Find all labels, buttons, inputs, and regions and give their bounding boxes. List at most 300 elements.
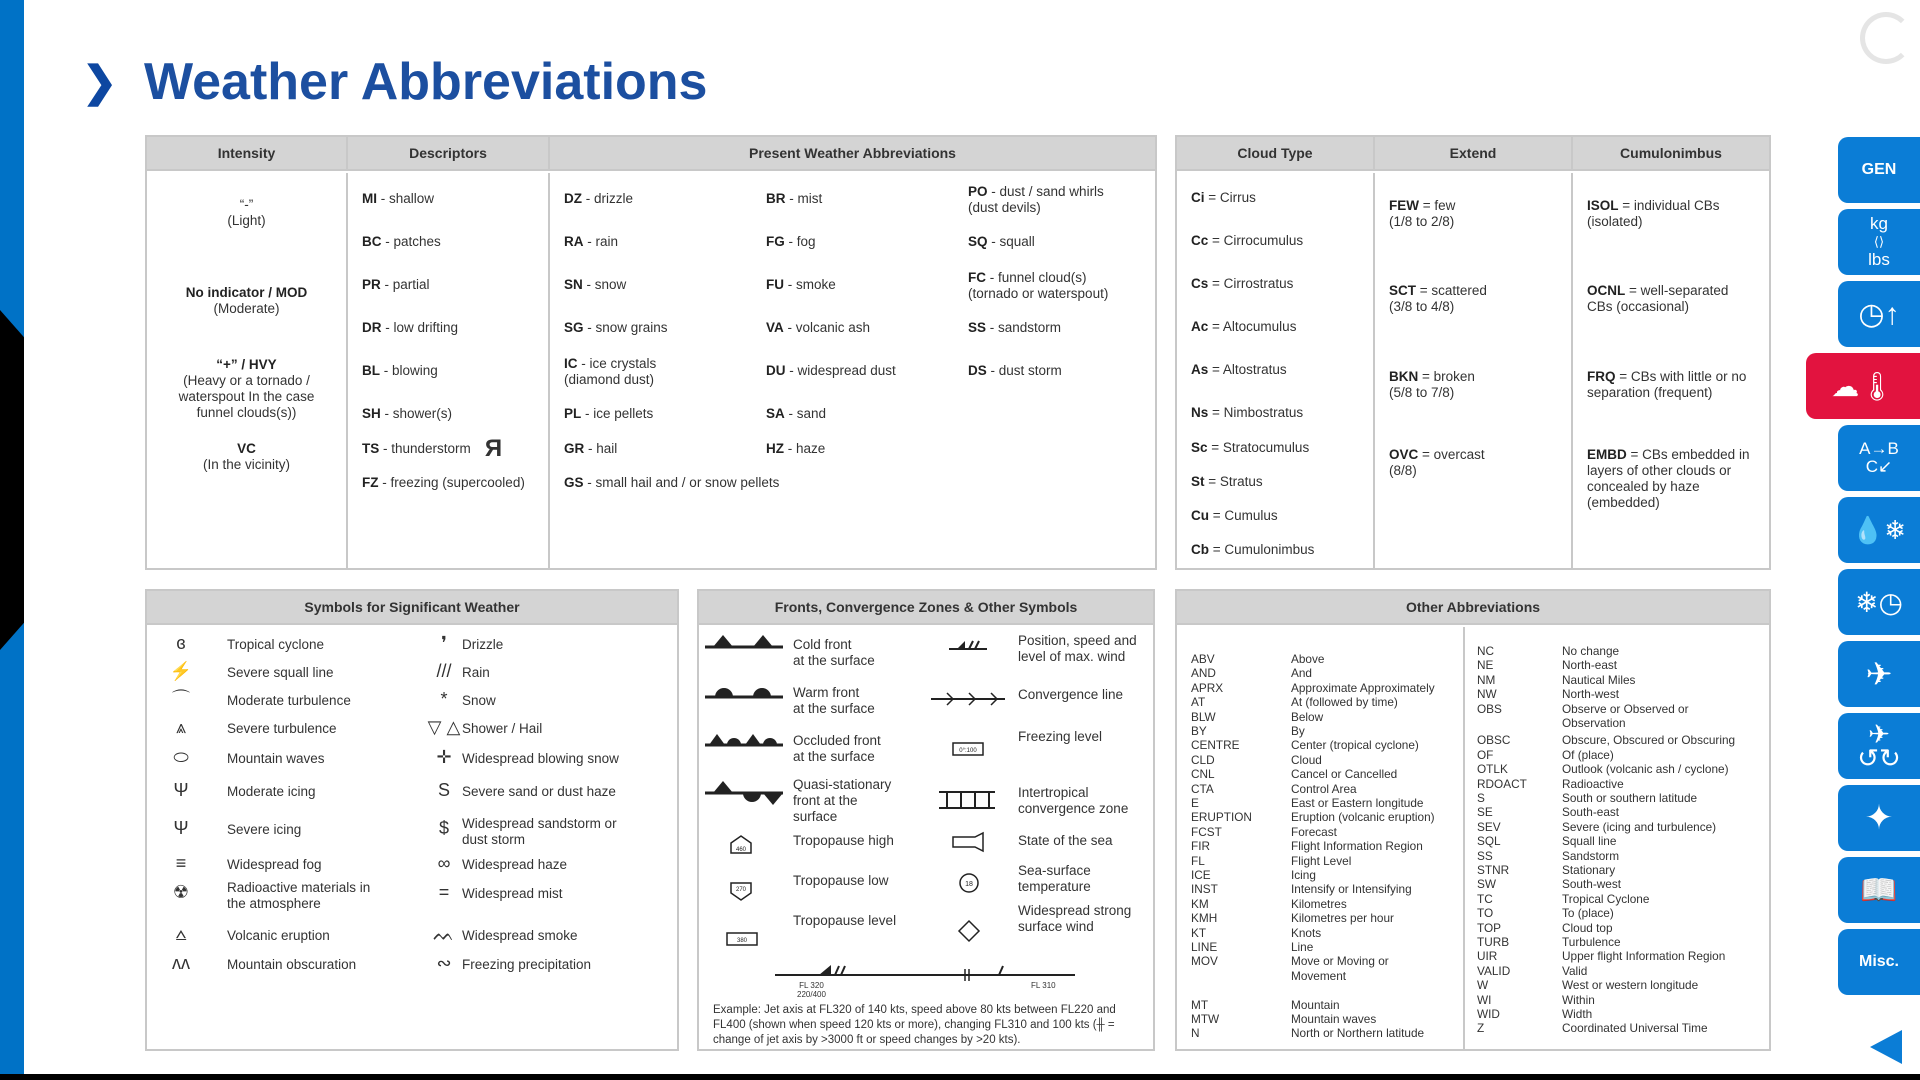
sidebar-weight-button[interactable] <box>1838 209 1920 275</box>
abbrev-description: West or western longitude <box>1562 978 1699 993</box>
abbrev-code: TURB <box>1477 935 1510 949</box>
abbrev-description: Approximate Approximately <box>1291 680 1435 695</box>
abbrev-code: CTA <box>1191 781 1214 796</box>
cloud-header <box>1177 137 1769 171</box>
abbrev-code: MOV <box>1191 954 1218 969</box>
abbrev-code: TC <box>1477 891 1493 906</box>
jet-axis-icon <box>775 965 1075 981</box>
abbrev-description: Mountain waves <box>1291 1012 1377 1026</box>
abbrev-description: Outlook (volcanic ash / cyclone) <box>1562 762 1729 777</box>
sidebar-lbs-label: lbs <box>1868 250 1890 269</box>
significant-weather-header <box>147 591 677 625</box>
sig-symbol-label: Widespread haze <box>462 857 568 872</box>
present-item: SQ - squall <box>968 234 1035 249</box>
descriptor-item: DR - low drifting <box>362 320 459 335</box>
volcanic-eruption-icon: ⩟ <box>175 924 187 944</box>
cloud-type-header: Cloud Type <box>1177 137 1375 169</box>
left-accent-bar <box>0 0 24 1080</box>
descriptor-item: TS - thunderstorm Я <box>362 435 503 463</box>
front-label: Widespread strong surface wind <box>1018 903 1132 934</box>
book-icon: 📖 <box>1860 873 1898 907</box>
intensity-vicinity: VC (In the vicinity) <box>202 441 291 472</box>
sig-symbol-label: Radioactive materials in the atmosphere <box>227 880 371 911</box>
cb-item: OCNL = well-separated CBs (occasional) <box>1587 283 1729 314</box>
abbrev-description: Forecast <box>1291 824 1337 839</box>
abbrev-description: Turbulence <box>1562 935 1621 949</box>
front-label: Position, speed and level of max. wind <box>1018 633 1137 664</box>
significant-weather-panel <box>145 589 679 1051</box>
sidebar-misc-button[interactable] <box>1838 929 1920 995</box>
abbrev-code: SE <box>1477 805 1493 820</box>
abbrev-code: BY <box>1191 724 1207 738</box>
present-item: SA - sand <box>766 406 827 421</box>
sidebar-holdover-button[interactable] <box>1838 569 1920 635</box>
snowflake-clock-icon: ❄◷ <box>1855 586 1903 618</box>
chevron-right-icon: ❯ <box>82 58 118 105</box>
abbrev-code: KT <box>1191 925 1207 940</box>
sea-state-icon <box>953 833 983 851</box>
abbrev-description: North-east <box>1562 658 1618 673</box>
other-abbrev-col-2 <box>1465 627 1769 1049</box>
abbrev-code: KM <box>1191 896 1209 911</box>
tropopause-level-icon <box>727 933 757 945</box>
fronts-panel <box>697 589 1155 1051</box>
widespread-haze-icon: ∞ <box>437 853 451 873</box>
front-label: Tropopause high <box>793 833 894 848</box>
abbrev-code: NE <box>1477 658 1494 673</box>
route-abc-icon: A→B C↙ <box>1859 439 1899 476</box>
cloud-type-item: Sc = Stratocumulus <box>1191 440 1310 455</box>
sig-symbol-label: Shower / Hail <box>462 721 543 736</box>
drizzle-icon: ❜ <box>441 633 447 653</box>
abbrev-description: Sandstorm <box>1562 848 1620 863</box>
present-item: FU - smoke <box>766 277 836 292</box>
mountain-obscuration-icon: ʌʌ <box>172 953 190 973</box>
abbrev-code: Z <box>1477 1021 1485 1036</box>
abbrev-code: STNR <box>1477 863 1510 877</box>
cumulonimbus-column <box>1573 173 1769 568</box>
moderate-turbulence-icon: ⌒ <box>172 689 190 709</box>
present-column-1 <box>550 173 780 568</box>
sidebar-navigation-button[interactable] <box>1838 785 1920 851</box>
cloud-type-item: St = Stratus <box>1191 474 1263 489</box>
sig-symbol-label: Moderate turbulence <box>227 693 351 708</box>
present-item: FG - fog <box>766 234 816 249</box>
radioactive-icon: ☢ <box>172 882 190 902</box>
sand-haze-icon: S <box>437 780 450 800</box>
descriptor-item: FZ - freezing (supercooled) <box>362 475 525 490</box>
abbrev-description: Intensify or Intensifying <box>1291 882 1412 897</box>
abbrev-description: Squall line <box>1562 834 1617 849</box>
present-item: DS - dust storm <box>968 363 1062 378</box>
tropopause-low-icon <box>731 883 751 900</box>
sig-symbol-label: Mountain waves <box>227 751 325 766</box>
abbrev-code: TOP <box>1477 920 1502 935</box>
cloud-type-item: Cb = Cumulonimbus <box>1191 542 1315 557</box>
strong-wind-icon <box>959 921 979 941</box>
jet-fl-label-2: FL 310 <box>1031 981 1056 990</box>
abbrev-code: ABV <box>1191 652 1215 666</box>
present-weather-header <box>147 137 1155 171</box>
present-item: SS - sandstorm <box>968 320 1062 335</box>
cloud-body <box>1177 173 1769 568</box>
present-item: GR - hail <box>564 441 618 456</box>
sidebar-kg-label: kg <box>1870 214 1888 233</box>
front-label: Intertropical convergence zone <box>1018 785 1129 816</box>
abbrev-code: APRX <box>1191 680 1224 695</box>
abbrev-description: South-west <box>1562 877 1622 892</box>
freezing-level-icon <box>953 743 983 755</box>
fronts-title: Fronts, Convergence Zones & Other Symbols <box>774 599 1078 615</box>
abbrev-code: FCST <box>1191 824 1222 839</box>
abbrev-description: Stationary <box>1562 863 1616 877</box>
quasi-stationary-front-icon <box>705 781 783 805</box>
present-column-2 <box>752 173 954 568</box>
abbrev-description: Observation <box>1562 716 1626 730</box>
abbrev-code: MTW <box>1191 1012 1220 1026</box>
abbrev-code: BLW <box>1191 709 1216 724</box>
significant-weather-title: Symbols for Significant Weather <box>304 599 520 615</box>
abbrev-code: TO <box>1477 906 1494 921</box>
sig-symbol-label: Severe squall line <box>227 665 334 680</box>
moderate-icing-icon: Ψ <box>173 780 189 800</box>
severe-icing-icon: Ψ <box>173 818 189 838</box>
abbrev-description: Coordinated Universal Time <box>1562 1021 1708 1036</box>
other-abbrev-header <box>1177 591 1769 625</box>
abbrev-code: ERUPTION <box>1191 810 1252 825</box>
extend-column <box>1375 173 1573 568</box>
sig-symbol-label: Rain <box>462 665 490 680</box>
abbrev-description: And <box>1291 666 1312 681</box>
abbrev-code: W <box>1477 978 1489 993</box>
abbrev-code: CLD <box>1191 752 1215 767</box>
abbrev-code: UIR <box>1477 949 1498 964</box>
sig-symbol-label: Widespread sandstorm or dust storm <box>462 816 617 847</box>
tropopause-high-icon <box>731 836 751 853</box>
abbrev-code: OTLK <box>1477 762 1508 777</box>
svg-text:0°:100: 0°:100 <box>959 748 977 754</box>
present-item: BR - mist <box>766 191 823 206</box>
sig-symbol-label: Snow <box>462 693 496 708</box>
present-item: SN - snow <box>564 277 627 292</box>
other-abbrev-body <box>1177 627 1769 1049</box>
abbrev-code: FL <box>1191 853 1205 868</box>
abbrev-description: Cancel or Cancelled <box>1291 767 1398 782</box>
abbrev-code: NC <box>1477 644 1495 658</box>
abbrev-description: No change <box>1562 644 1620 658</box>
sig-symbol-label: Widespread fog <box>227 857 322 872</box>
bottom-border <box>0 1074 1920 1080</box>
cloud-type-item: Ns = Nimbostratus <box>1191 405 1304 420</box>
abbrev-code: NM <box>1477 672 1496 687</box>
sidebar-holding-button[interactable] <box>1838 713 1920 779</box>
sst-icon <box>960 874 978 892</box>
widespread-fog-icon: ≡ <box>175 853 187 873</box>
abbrev-code: OBSC <box>1477 733 1511 748</box>
present-item: PO - dust / sand whirls (dust devils) <box>968 184 1104 215</box>
sig-symbol-label: Severe turbulence <box>227 721 337 736</box>
abbrev-code: SW <box>1477 877 1497 892</box>
blowing-snow-icon: ✛ <box>436 747 452 767</box>
cloud-type-item: Ci = Cirrus <box>1191 190 1256 205</box>
abbrev-code: AND <box>1191 666 1216 681</box>
back-arrow-icon[interactable] <box>1870 1030 1902 1064</box>
itcz-icon <box>939 792 995 808</box>
extend-item: FEW = few (1/8 to 2/8) <box>1389 198 1456 229</box>
abbrev-description: Center (tropical cyclone) <box>1291 738 1419 753</box>
abbrev-code: CNL <box>1191 767 1215 782</box>
abbrev-description: North-west <box>1562 687 1620 702</box>
abbrev-code: ICE <box>1191 868 1211 882</box>
abbrev-description: South-east <box>1562 805 1620 820</box>
abbrev-code: RDOACT <box>1477 776 1527 791</box>
airplane-landing-icon: ✈ <box>1865 656 1893 692</box>
front-label: Occluded front at the surface <box>793 733 881 764</box>
extend-item: OVC = overcast (8/8) <box>1389 447 1485 478</box>
abbrev-description: Mountain <box>1291 997 1340 1012</box>
abbrev-description: Move or Moving or <box>1291 954 1389 969</box>
front-label: Tropopause low <box>793 873 889 888</box>
fronts-body <box>699 627 1153 1049</box>
sig-symbol-label: Volcanic eruption <box>227 928 330 943</box>
sandstorm-icon: $ <box>438 818 449 838</box>
present-item: DU - widespread dust <box>766 363 896 378</box>
abbrev-code: NW <box>1477 687 1497 702</box>
sig-symbol-label: Severe icing <box>227 822 302 837</box>
sidebar-weather-button[interactable] <box>1806 353 1920 419</box>
svg-text:270: 270 <box>735 887 747 893</box>
drop-snowflake-icon: 💧❄ <box>1851 514 1907 545</box>
front-label: Freezing level <box>1018 729 1103 744</box>
abbrev-description: Kilometres per hour <box>1291 911 1394 926</box>
abbrev-description: Of (place) <box>1562 747 1614 762</box>
present-item: IC - ice crystals (diamond dust) <box>564 356 657 387</box>
abbrev-description: Flight Level <box>1291 853 1352 868</box>
abbrev-description: Tropical Cyclone <box>1562 891 1650 906</box>
abbrev-description: South or southern latitude <box>1562 791 1698 805</box>
sidebar-gen-button[interactable] <box>1838 137 1920 203</box>
abbrev-code: AT <box>1191 695 1206 710</box>
abbrev-code: FIR <box>1191 839 1211 854</box>
title-row <box>82 52 707 112</box>
present-item: RA - rain <box>564 234 619 249</box>
cloud-type-item: Cu = Cumulus <box>1191 508 1278 523</box>
present-item: VA - volcanic ash <box>766 320 871 335</box>
sidebar-deice-button[interactable] <box>1838 497 1920 563</box>
present-item: FC - funnel cloud(s) (tornado or waterspout) <box>968 270 1109 301</box>
sig-symbol-label: Tropical cyclone <box>227 637 325 652</box>
present-weather-body <box>147 173 1155 568</box>
abbrev-code: LINE <box>1191 940 1218 954</box>
cold-front-icon <box>705 635 783 647</box>
widespread-smoke-icon: ᨓ <box>433 924 455 944</box>
rain-icon: /// <box>436 661 452 681</box>
swap-icon: ⟨⟩ <box>1873 234 1885 249</box>
abbrev-description: Line <box>1291 940 1314 954</box>
abbrev-description: Knots <box>1291 925 1322 940</box>
cloud-type-column <box>1177 173 1375 568</box>
abbrev-description: Valid <box>1562 963 1588 978</box>
cb-item: FRQ = CBs with little or no separation (frequent) <box>1587 369 1747 400</box>
weather-thermometer-icon: ☁🌡 <box>1831 370 1895 402</box>
occluded-front-icon <box>705 734 783 745</box>
abbrev-description: Radioactive <box>1562 776 1624 791</box>
abbrev-description: Eruption (volcanic eruption) <box>1291 810 1435 825</box>
descriptor-item: BC - patches <box>362 234 441 249</box>
left-accent-shape <box>0 310 24 650</box>
present-item: HZ - haze <box>766 441 826 456</box>
shower-hail-icon: ▽ △ <box>427 717 461 737</box>
cb-item: ISOL = individual CBs (isolated) <box>1587 198 1720 229</box>
abbrev-code: WI <box>1477 992 1492 1007</box>
present-weather-abbrev-header: Present Weather Abbreviations <box>749 145 956 161</box>
abbrev-description: Above <box>1291 652 1325 666</box>
other-abbrev-panel <box>1175 589 1771 1051</box>
snow-icon: * <box>440 689 448 709</box>
svg-text:380: 380 <box>736 938 748 944</box>
abbrev-code: E <box>1191 796 1199 810</box>
abbrev-description: Flight Information Region <box>1291 839 1423 854</box>
abbrev-description: Movement <box>1291 968 1347 983</box>
severe-squall-line-icon: ⚡ <box>169 661 193 681</box>
present-item: DZ - drizzle <box>564 191 634 206</box>
abbrev-description: At (followed by time) <box>1291 695 1398 710</box>
abbrev-description: To (place) <box>1562 906 1614 921</box>
abbrev-description: Below <box>1291 709 1324 724</box>
abbrev-code: MT <box>1191 997 1209 1012</box>
abbrev-code: KMH <box>1191 911 1218 926</box>
jet-fl-label-1: FL 320 220/400 <box>797 981 826 999</box>
front-label: Warm front at the surface <box>793 685 875 716</box>
abbrev-description: Width <box>1562 1007 1593 1021</box>
abbrev-code: SEV <box>1477 819 1501 834</box>
sig-symbol-label: Widespread blowing snow <box>462 751 619 766</box>
cumulonimbus-header: Cumulonimbus <box>1620 145 1722 161</box>
abbrev-code: S <box>1477 791 1485 805</box>
airplane-holding-icon: ✈ ↺↻ <box>1857 719 1901 773</box>
front-label: Tropopause level <box>793 913 897 928</box>
sidebar-gen-label: GEN <box>1861 161 1897 178</box>
significant-weather-body <box>147 627 677 1049</box>
tropical-cyclone-icon: ɞ <box>176 633 186 653</box>
front-label: State of the sea <box>1018 833 1113 848</box>
front-label: Cold front at the surface <box>793 637 875 668</box>
abbrev-description: Cloud top <box>1562 920 1613 935</box>
abbrev-code: VALID <box>1477 963 1511 978</box>
extend-item: SCT = scattered (3/8 to 4/8) <box>1389 283 1487 314</box>
present-item: SG - snow grains <box>564 320 668 335</box>
intensity-header: Intensity <box>147 137 348 169</box>
sidebar-manual-button[interactable] <box>1838 857 1920 923</box>
abbrev-code: OBS <box>1477 701 1502 716</box>
abbrev-description: Within <box>1562 992 1595 1007</box>
sig-left-column <box>147 627 412 1049</box>
sidebar-landing-button[interactable] <box>1838 641 1920 707</box>
compass-star-icon: ✦ <box>1864 799 1894 837</box>
abbrev-description: Cloud <box>1291 752 1322 767</box>
descriptors-header: Descriptors <box>348 137 550 169</box>
front-label: Quasi-stationary front at the surface <box>793 777 892 824</box>
cloud-type-item: Cs = Cirrostratus <box>1191 276 1294 291</box>
abbrev-description: Severe (icing and turbulence) <box>1562 819 1717 834</box>
front-label: Sea-surface temperature <box>1018 863 1091 894</box>
cloud-type-item: Cc = Cirrocumulus <box>1191 233 1304 248</box>
present-column-3 <box>954 173 1155 568</box>
abbrev-description: East or Eastern longitude <box>1291 796 1424 810</box>
descriptors-column <box>348 173 550 568</box>
sig-symbol-label: Severe sand or dust haze <box>462 784 616 799</box>
mountain-waves-icon: ⬭ <box>173 747 189 767</box>
sig-symbol-label: Drizzle <box>462 637 504 652</box>
abbrev-code: SS <box>1477 848 1493 863</box>
intensity-light: “-” (Light) <box>227 197 266 228</box>
cb-item: EMBD = CBs embedded in layers of other clouds or concealed by haze (embedded) <box>1587 447 1750 510</box>
abbrev-code: SQL <box>1477 834 1501 849</box>
sidebar-misc-label: Misc. <box>1858 953 1899 970</box>
abbrev-description: Control Area <box>1291 781 1357 796</box>
convergence-line-icon <box>931 693 1005 705</box>
refresh-icon[interactable] <box>1860 12 1912 64</box>
extend-item: BKN = broken (5/8 to 7/8) <box>1389 369 1475 400</box>
other-abbrev-title: Other Abbreviations <box>1405 599 1541 615</box>
present-item: PL - ice pellets <box>564 406 654 421</box>
sidebar-route-button[interactable] <box>1838 425 1920 491</box>
svg-text:460: 460 <box>735 847 747 853</box>
abbrev-description: Upper flight Information Region <box>1562 949 1726 964</box>
warm-front-icon <box>705 688 783 697</box>
descriptor-item: SH - shower(s) <box>362 406 453 421</box>
thunderstorm-icon: Я <box>484 435 503 463</box>
sig-symbol-label: Widespread smoke <box>462 928 578 943</box>
svg-text:18: 18 <box>965 881 973 888</box>
other-abbrev-col-1 <box>1177 627 1465 1049</box>
max-wind-icon <box>949 641 987 649</box>
abbrev-code: INST <box>1191 882 1218 897</box>
jet-example-note: Example: Jet axis at FL320 of 140 kts, speed above 80 kts between FL220 and FL400 (shown when speed 120 kts or more), changing FL310 and 100 kts (╫ = change of jet axis by >3000 ft or speed changes by >20 kts). <box>713 1004 1116 1046</box>
cloud-type-item: Ac = Altocumulus <box>1191 319 1297 334</box>
sig-symbol-label: Freezing precipitation <box>462 957 592 972</box>
intensity-moderate: No indicator / MOD (Moderate) <box>185 285 308 316</box>
freezing-precip-icon: ∾ <box>436 953 452 973</box>
abbrev-code: N <box>1191 1026 1200 1041</box>
abbrev-description: Nautical Miles <box>1562 672 1636 687</box>
descriptor-item: BL - blowing <box>362 363 438 378</box>
cloud-panel <box>1175 135 1771 570</box>
descriptor-item: PR - partial <box>362 277 430 292</box>
sig-right-column <box>412 627 677 1049</box>
fronts-header <box>699 591 1153 625</box>
sig-symbol-label: Widespread mist <box>462 886 563 901</box>
abbrev-code: OF <box>1477 747 1494 762</box>
present-item: GS - small hail and / or snow pellets <box>564 475 780 490</box>
sidebar-time-button[interactable] <box>1838 281 1920 347</box>
abbrev-code: WID <box>1477 1007 1500 1021</box>
present-weather-panel <box>145 135 1157 570</box>
cloud-type-item: As = Altostratus <box>1191 362 1287 377</box>
widespread-mist-icon: = <box>438 882 450 902</box>
abbrev-description: By <box>1291 724 1305 738</box>
front-label: Convergence line <box>1018 687 1124 702</box>
intensity-column <box>147 173 348 568</box>
abbrev-description: Obscure, Obscured or Obscuring <box>1562 733 1736 748</box>
extend-header: Extend <box>1375 137 1573 169</box>
abbrev-description: North or Northern latitude <box>1291 1026 1425 1041</box>
intensity-heavy: “+” / HVY (Heavy or a tornado / waterspout In the case funnel clouds(s)) <box>178 357 315 420</box>
descriptor-item: MI - shallow <box>362 191 435 206</box>
abbrev-description: Kilometres <box>1291 896 1347 911</box>
abbrev-description: Icing <box>1291 868 1316 882</box>
abbrev-description: Observe or Observed or <box>1562 701 1689 716</box>
